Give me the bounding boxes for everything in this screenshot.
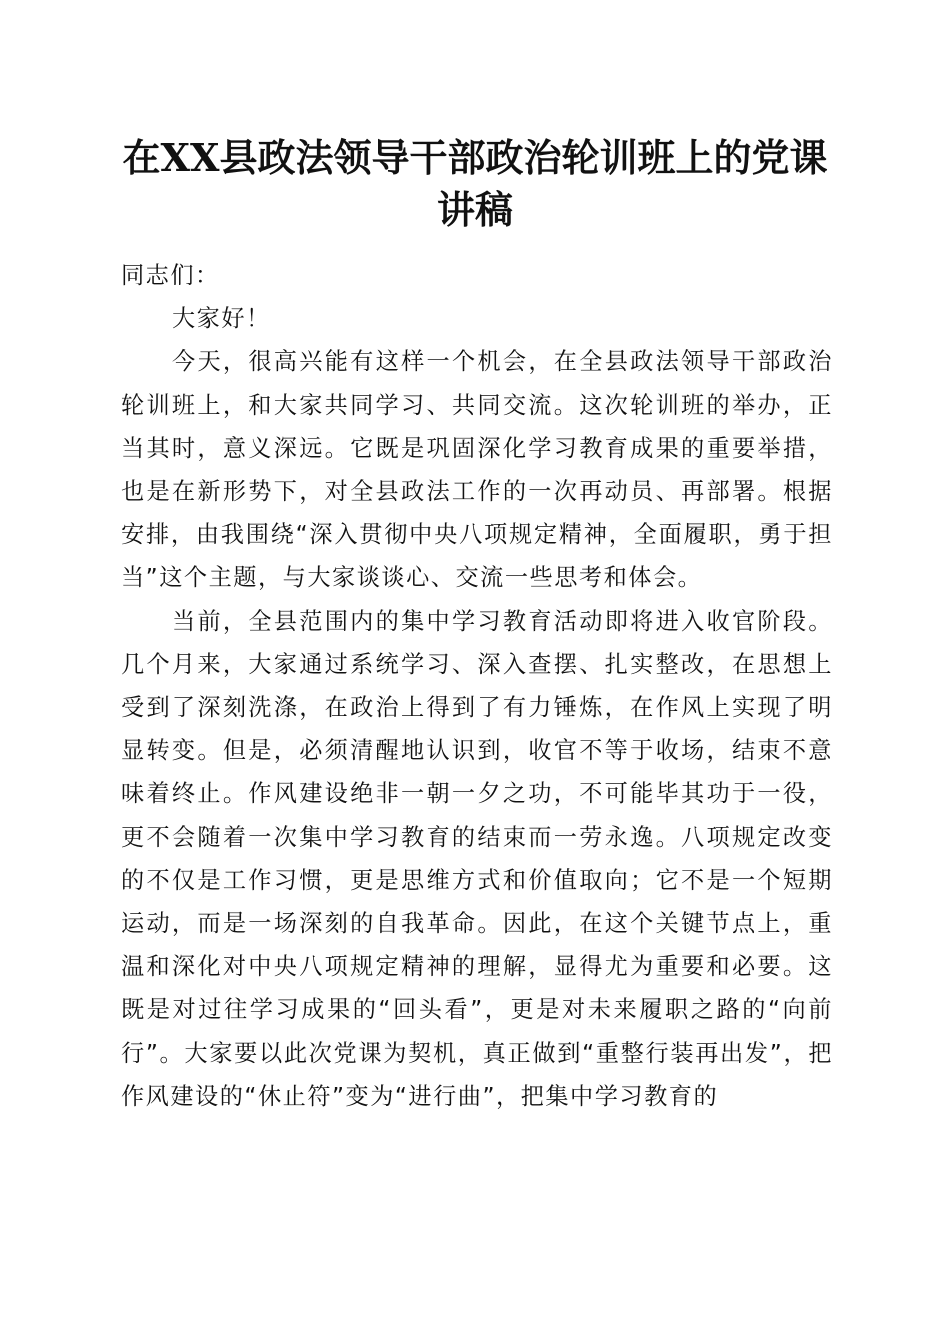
paragraph-intro: 今天，很高兴能有这样一个机会，在全县政法领导干部政治轮训班上，和大家共同学习、共同交流。这次轮训班的举办，正当其时，意义深远。它既是巩固深化学习教育成果的重要举措，也是在新形势下，对全县政法工作的一次再动员、再部署。根据安排，由我围绕“深入贯彻中央八项规定精神，全面履职，勇于担当”这个主题，与大家谈谈心、交流一些思考和体会。 (121, 348, 833, 592)
document-title: 在XX县政法领导干部政治轮训班上的党课讲稿 (122, 135, 828, 232)
paragraph-current-situation: 当前，全县范围内的集中学习教育活动即将进入收官阶段。几个月来，大家通过系统学习、深入查摆、扎实整改，在思想上受到了深刻洗涤，在政治上得到了有力锤炼，在作风上实现了明显转变。但是，必须清醒地认识到，收官不等于收场，结束不意味着终止。作风建设绝非一朝一夕之功，不可能毕其功于一役，更不会随着一次集中学习教育的结束而一劳永逸。八项规定改变的不仅是工作习惯，更是思维方式和价值取向；它不是一个短期运动，而是一场深刻的自我革命。因此，在这个关键节点上，重温和深化对中央八项规定精神的理解，显得尤为重要和必要。这既是对过往学习成果的“回头看”，更是对未来履职之路的“向前行”。大家要以此次党课为契机，真正做到“重整行装再出发”，把作风建设的“休止符”变为“进行曲”，把集中学习教育的 (121, 607, 833, 1110)
document-body (121, 254, 833, 1118)
paragraph-greeting: 大家好！ (172, 305, 271, 333)
salutation: 同志们： (121, 262, 220, 289)
